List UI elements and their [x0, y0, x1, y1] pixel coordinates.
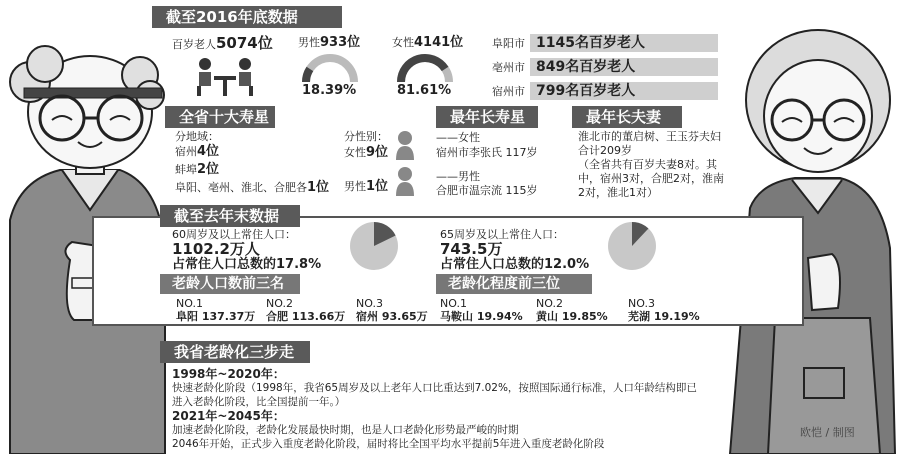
- centenarians-value: 5074位: [216, 34, 273, 52]
- aging-rank-3: NO.3: [628, 297, 655, 310]
- p65-label: 65周岁及以上常住人口：: [440, 228, 564, 241]
- couple-line-2: 合计209岁: [578, 144, 632, 157]
- female-avatar-icon: [394, 130, 416, 164]
- centenarians-label: 百岁老人5074位: [172, 34, 273, 52]
- credit: 欧恺 / 制图: [800, 426, 855, 439]
- phase1-line2: 进入老龄化阶段，比全国提前一年。）: [172, 396, 346, 408]
- p65-pie: [606, 220, 658, 276]
- female-percent: 81.61%: [397, 83, 452, 98]
- p65-value: 743.5万: [440, 240, 503, 258]
- p65-share: 占常住人口总数的12.0%: [440, 257, 590, 272]
- top-ten-female: 女性9位: [344, 145, 389, 160]
- city-value-1: 1145名百岁老人: [530, 34, 718, 52]
- phase3-line1: 2046年开始，正式步入重度老龄化阶段，届时将比全国平均水平提前5年进入重度老龄化阶段: [172, 438, 605, 450]
- elderly-top3-title: 老龄人口数前三名: [160, 274, 300, 294]
- three-steps-title: 我省老龄化三步走: [160, 341, 310, 363]
- city-value-3: 799名百岁老人: [530, 82, 718, 100]
- elderly-item-2: 合肥 113.66万: [266, 310, 346, 323]
- couple-line-4: 中，宿州3对，合肥2对，淮南: [578, 172, 724, 185]
- oldest-title: 最年长寿星: [436, 106, 538, 128]
- last-year-title: 截至去年末数据: [160, 205, 300, 227]
- city-name-2: 亳州市: [492, 61, 525, 74]
- aging-rank-1: NO.1: [440, 297, 467, 310]
- by-region-label: 分地域：: [175, 130, 219, 143]
- elderly-item-3: 宿州 93.65万: [356, 310, 428, 323]
- p60-share: 占常住人口总数的17.8%: [172, 257, 322, 272]
- city-value-2: 849名百岁老人: [530, 58, 718, 76]
- p60-value: 1102.2万人: [172, 240, 260, 258]
- region-1: 宿州4位: [175, 144, 220, 159]
- aging-item-1: 马鞍山 19.94%: [440, 310, 523, 323]
- couple-line-1: 淮北市的董启树、王玉芬夫妇: [578, 130, 721, 143]
- top-ten-title: 全省十大寿星: [165, 106, 275, 128]
- region-2: 蚌埠2位: [175, 162, 220, 177]
- oldest-male-detail: 合肥市温宗流 115岁: [436, 184, 538, 197]
- p60-pie: [348, 220, 400, 276]
- city-name-1: 阜阳市: [492, 37, 525, 50]
- city-name-3: 宿州市: [492, 85, 525, 98]
- top-section-title: 截至2016年底数据: [152, 6, 342, 28]
- p60-label: 60周岁及以上常住人口：: [172, 228, 296, 241]
- elderly-rank-2: NO.2: [266, 297, 293, 310]
- gauge-track: [306, 58, 354, 82]
- aging-item-2: 黄山 19.85%: [536, 310, 608, 323]
- aging-rank-2: NO.2: [536, 297, 563, 310]
- couple-title: 最年长夫妻: [572, 106, 682, 128]
- oldest-female-label: ——女性: [436, 131, 480, 144]
- elderly-rank-3: NO.3: [356, 297, 383, 310]
- couple-line-5: 2对，淮北1对）: [578, 186, 658, 199]
- region-3: 阜阳、亳州、淮北、合肥各1位: [175, 180, 330, 195]
- oldest-female-detail: 宿州市李张氏 117岁: [436, 146, 538, 159]
- phase1-line1: 快速老龄化阶段（1998年，我省65周岁及以上老年人口比重达到7.02%，按照国际通行标准，人口年龄结构即已: [172, 382, 697, 394]
- gauge-fill: [401, 58, 445, 82]
- elderly-item-1: 阜阳 137.37万: [176, 310, 256, 323]
- couple-line-3: （全省共有百岁夫妻8对。其: [578, 158, 717, 171]
- gauge-fill: [306, 69, 310, 82]
- top-ten-male: 男性1位: [344, 179, 389, 194]
- female-count: 女性4141位: [392, 35, 464, 50]
- phase1-years: 1998年~2020年：: [172, 367, 285, 381]
- aging-item-3: 芜湖 19.19%: [628, 310, 700, 323]
- oldest-male-label: ——男性: [436, 170, 480, 183]
- aging-top3-title: 老龄化程度前三位: [436, 274, 592, 294]
- male-count: 男性933位: [298, 35, 361, 50]
- male-percent: 18.39%: [302, 83, 357, 98]
- people-at-table-icon: [190, 56, 260, 102]
- by-gender-label: 分性别：: [344, 130, 388, 143]
- phase2-line1: 加速老龄化阶段，老龄化发展最快时期，也是人口老龄化形势最严峻的时期: [172, 424, 519, 436]
- male-avatar-icon: [394, 166, 416, 200]
- phase2-years: 2021年~2045年：: [172, 409, 285, 423]
- elderly-rank-1: NO.1: [176, 297, 203, 310]
